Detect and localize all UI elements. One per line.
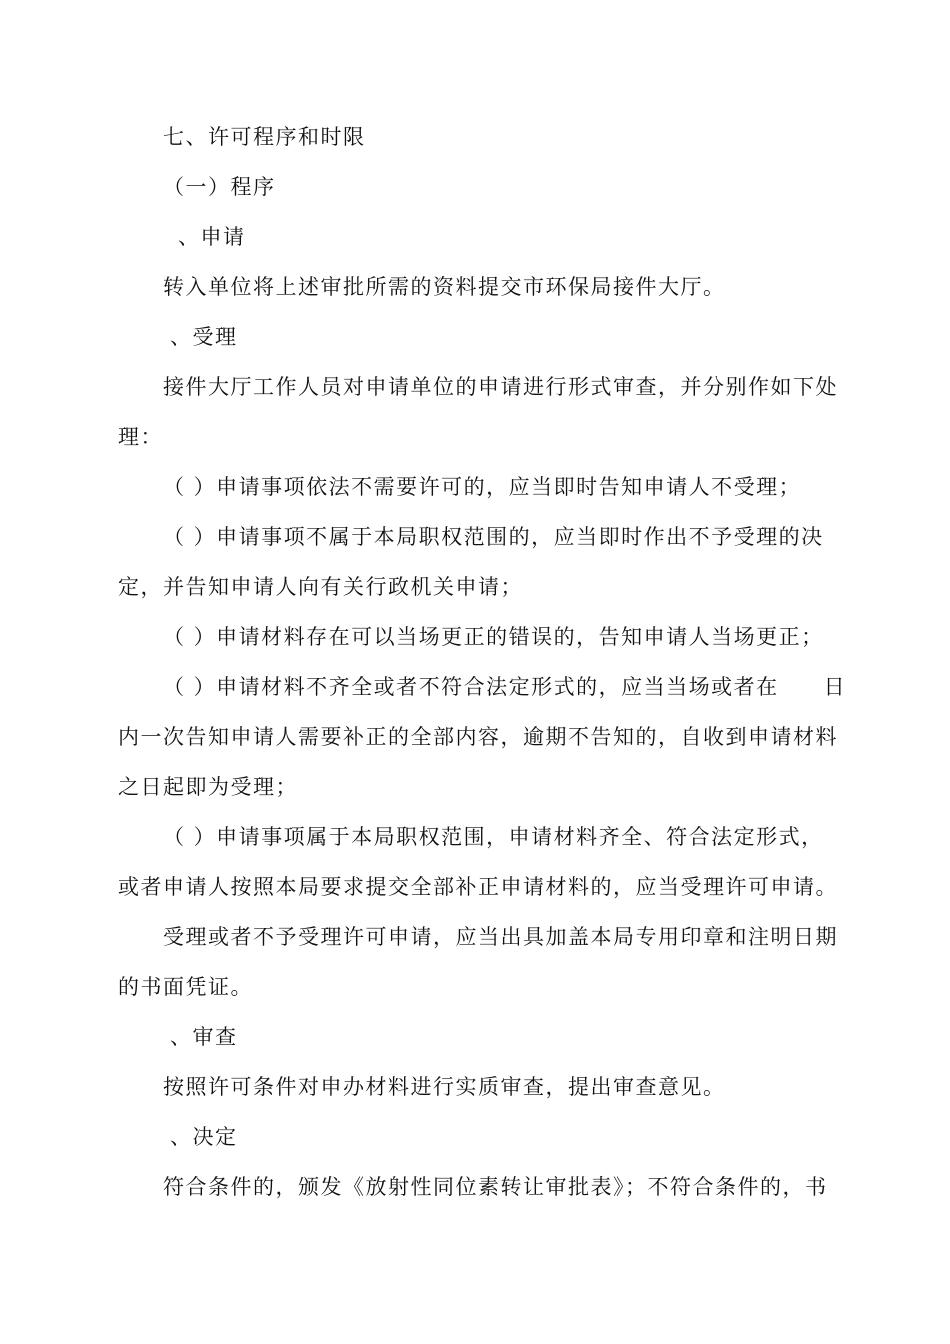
list-item-line: （ ）申请事项属于本局职权范围，申请材料齐全、符合法定形式， [163,825,824,849]
subsection-heading: （一）程序 [163,175,276,199]
step-heading-accept: 、受理 [170,325,238,349]
paragraph-line: 按照许可条件对申办材料进行实质审查，提出审查意见。 [163,1075,726,1099]
step-heading-decision: 、决定 [170,1125,238,1149]
section-heading: 七、许可程序和时限 [163,125,366,149]
paragraph-line: 符合条件的，颁发《放射性同位素转让审批表》；不符合条件的，书 [163,1175,828,1199]
list-item-line: 定，并告知申请人向有关行政机关申请； [118,575,523,599]
list-item-line: 或者申请人按照本局要求提交全部补正申请材料的，应当受理许可申请。 [118,875,838,899]
list-item-line: （ ）申请材料存在可以当场更正的错误的，告知申请人当场更正； [163,625,824,649]
paragraph-line: 理： [118,425,163,449]
list-item-line: （ ）申请事项不属于本局职权范围的，应当即时作出不予受理的决 [163,525,824,549]
step-heading-review: 、审查 [170,1025,238,1049]
list-item-line: （ ）申请材料不齐全或者不符合法定形式的，应当当场或者在 日 [163,675,847,699]
list-item-line: 之日起即为受理； [118,775,298,799]
paragraph-line: 受理或者不予受理许可申请，应当出具加盖本局专用印章和注明日期 [163,925,838,949]
step-heading-apply: 、申请 [178,225,246,249]
paragraph-line: 接件大厅工作人员对申请单位的申请进行形式审查，并分别作如下处 [163,375,838,399]
list-item-line: （ ）申请事项依法不需要许可的，应当即时告知申请人不受理； [163,475,802,499]
list-item-line: 内一次告知申请人需要补正的全部内容，逾期不告知的，自收到申请材料 [118,725,838,749]
paragraph-line: 转入单位将上述审批所需的资料提交市环保局接件大厅。 [163,275,726,299]
paragraph-line: 的书面凭证。 [118,975,253,999]
